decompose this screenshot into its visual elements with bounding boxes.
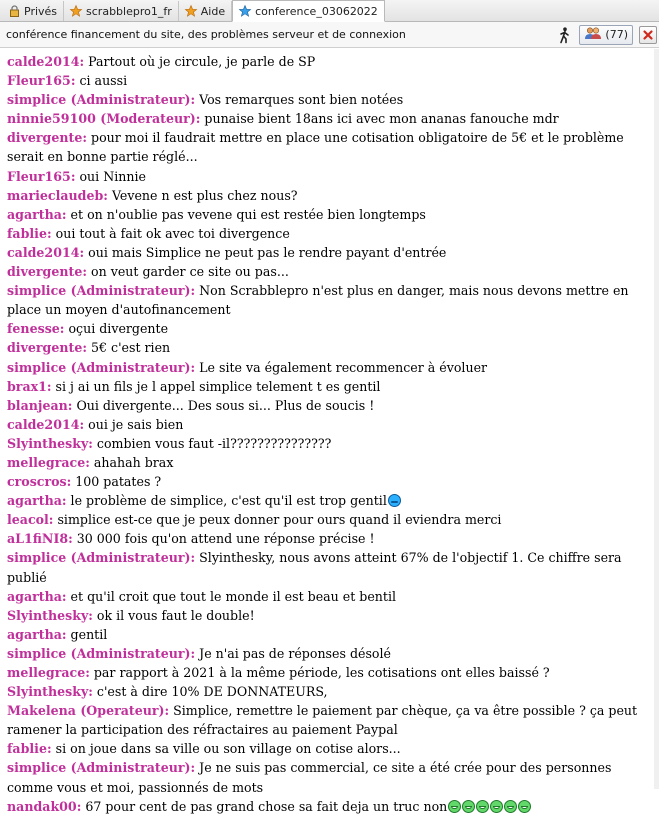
chat-message (7, 587, 650, 606)
message-author[interactable]: marieclaudeb: (7, 187, 108, 203)
message-author[interactable]: Fleur165: (7, 168, 76, 184)
message-author[interactable]: divergente: (7, 340, 88, 356)
tab-label: Privés (24, 4, 58, 18)
message-author[interactable]: agartha: (7, 206, 67, 222)
chat-message (7, 338, 650, 357)
tab-bar (0, 0, 659, 22)
message-text: et on n'oublie pas vevene qui est restée bien longtemps (66, 206, 426, 222)
message-author[interactable]: simplice (Administrateur): (7, 760, 196, 776)
message-text: Vos remarques sont bien notées (195, 92, 404, 108)
tab-label: conference_03062022 (255, 4, 378, 18)
message-author[interactable]: mellegrace: (7, 454, 90, 470)
chat-message (7, 281, 650, 319)
tab-label: Aide (200, 4, 226, 18)
message-author[interactable]: nandak00: (7, 798, 82, 814)
message-author[interactable]: brax1: (7, 378, 52, 394)
smiley-icon (388, 494, 401, 507)
chat-message (7, 186, 650, 205)
close-icon (643, 25, 653, 44)
tab-label: scrabblepro1_fr (86, 4, 172, 18)
chat-message (7, 625, 650, 644)
message-author[interactable]: croscros: (7, 474, 72, 490)
message-text: oui je sais bien (84, 416, 184, 432)
chat-message (7, 262, 650, 281)
message-author[interactable]: calde2014: (7, 244, 85, 260)
chat-message (7, 224, 650, 243)
chat-message (7, 758, 650, 796)
message-text: ci aussi (75, 73, 128, 89)
message-author[interactable]: simplice (Administrateur): (7, 550, 196, 566)
message-text: combien vous faut -il??????????????? (92, 435, 332, 451)
chat-message (7, 71, 650, 90)
message-text: 30 000 fois qu'on attend une réponse précise ! (72, 531, 375, 547)
message-text: 67 pour cent de pas grand chose sa fait deja un truc non (81, 798, 448, 814)
message-text: oçui divergente (64, 321, 169, 337)
chat-message (7, 377, 650, 396)
close-button[interactable] (639, 26, 657, 44)
message-text: Slyinthesky, nous avons atteint 67% de l'objectif 1. Ce chiffre sera publié (7, 550, 622, 585)
chat-message (7, 510, 650, 529)
scrollbar[interactable] (654, 49, 659, 789)
message-text: pour moi il faudrait mettre en place une cotisation obligatoire de 5€ et le problème serait en bonne partie réglé... (7, 130, 624, 165)
message-text: Vevene n est plus chez nous? (107, 187, 298, 203)
chat-message (7, 415, 650, 434)
message-author[interactable]: calde2014: (7, 54, 85, 69)
message-author[interactable]: divergente: (7, 264, 88, 280)
message-author[interactable]: agartha: (7, 626, 67, 642)
message-text: punaise bient 18ans ici avec mon ananas fanouche mdr (200, 111, 559, 127)
message-text: simplice est-ce que je peux donner pour ours quand il eviendra merci (53, 512, 502, 528)
chat-message (7, 644, 650, 663)
chat-message (7, 663, 650, 682)
smiley-icon (448, 800, 461, 813)
tab-conference[interactable] (232, 0, 385, 22)
message-text: Partout où je circule, je parle de SP (84, 54, 316, 69)
walking-person-icon[interactable] (555, 26, 573, 44)
message-author[interactable]: Slyinthesky: (7, 435, 93, 451)
pin-icon (239, 5, 251, 17)
message-author[interactable]: Fleur165: (7, 73, 76, 89)
chat-log (0, 49, 654, 814)
message-text: 100 patates ? (71, 474, 162, 490)
message-author[interactable]: Slyinthesky: (7, 607, 93, 623)
users-count: (77) (605, 28, 628, 41)
smiley-icon (504, 800, 517, 813)
message-author[interactable]: divergente: (7, 130, 88, 146)
message-text: c'est à dire 10% DE DONNATEURS, (92, 684, 328, 700)
message-author[interactable]: agartha: (7, 493, 67, 509)
tab-scrabblepro1[interactable] (64, 1, 179, 21)
message-author[interactable]: Makelena (Operateur): (7, 703, 170, 719)
smiley-icon (462, 800, 475, 813)
message-author[interactable]: fablie: (7, 741, 52, 757)
chat-message (7, 797, 650, 816)
message-text: oui tout à fait ok avec toi divergence (51, 225, 290, 241)
channel-topic: conférence financement du site, des problèmes serveur et de connexion (6, 28, 406, 41)
message-text: Simplice, remettre le paiement par chèque, ça va être possible ? ça peut ramener la participation des réfractaires au paiement Paypal (7, 703, 638, 738)
chat-message (7, 434, 650, 453)
tab-aide[interactable] (179, 1, 232, 21)
message-author[interactable]: leacol: (7, 512, 54, 528)
message-text: ahahah brax (89, 454, 174, 470)
chat-message (7, 739, 650, 758)
message-text: Je n'ai pas de réponses désolé (195, 645, 391, 661)
message-text: ok il vous faut le double! (92, 607, 255, 623)
message-author[interactable]: fablie: (7, 225, 52, 241)
chat-message (7, 128, 650, 166)
message-author[interactable]: Slyinthesky: (7, 684, 93, 700)
smiley-icon (518, 800, 531, 813)
message-author[interactable]: blanjean: (7, 397, 73, 413)
chat-message (7, 529, 650, 548)
message-author[interactable]: fenesse: (7, 321, 65, 337)
message-text: Je ne suis pas commercial, ce site a été crée pour des personnes comme vous et moi, passionnés de mots (7, 760, 612, 795)
message-text: oui Ninnie (75, 168, 146, 184)
message-text: Non Scrabblepro n'est plus en danger, mais nous devons mettre en place un moyen d'autofinancement (7, 283, 629, 318)
message-text: et qu'il croit que tout le monde il est beau et bentil (66, 588, 397, 604)
chat-message (7, 167, 650, 186)
chat-message (7, 358, 650, 377)
message-text: si on joue dans sa ville ou son village on cotise alors... (51, 741, 401, 757)
chat-message (7, 472, 650, 491)
star-icon (70, 5, 82, 17)
chat-message (7, 682, 650, 701)
message-text: gentil (66, 626, 108, 642)
users-list-button[interactable] (579, 25, 633, 45)
chat-message (7, 701, 650, 739)
chat-message (7, 453, 650, 472)
chat-message (7, 109, 650, 128)
message-author[interactable]: simplice (Administrateur): (7, 645, 196, 661)
chat-message (7, 548, 650, 586)
smiley-icon (476, 800, 489, 813)
users-icon (584, 27, 602, 43)
message-author[interactable]: agartha: (7, 588, 67, 604)
message-text: Le site va également recommencer à évoluer (195, 359, 488, 375)
message-author[interactable]: aL1fiNI8: (7, 531, 73, 547)
lock-icon (8, 5, 20, 17)
message-text: si j ai un fils je l appel simplice telement t es gentil (51, 378, 381, 394)
message-text: on veut garder ce site ou pas... (87, 264, 289, 280)
message-author[interactable]: simplice (Administrateur): (7, 92, 196, 108)
chat-message (7, 319, 650, 338)
chat-message (7, 491, 650, 510)
message-author[interactable]: simplice (Administrateur): (7, 359, 196, 375)
message-author[interactable]: calde2014: (7, 416, 85, 432)
message-text: le problème de simplice, c'est qu'il est trop gentil (66, 493, 387, 509)
message-text: par rapport à 2021 à la même période, les cotisations ont elles baissé ? (89, 665, 550, 680)
chat-message (7, 396, 650, 415)
topic-bar (0, 22, 659, 48)
chat-message (7, 205, 650, 224)
tab-prives[interactable] (2, 1, 64, 21)
smiley-icon (490, 800, 503, 813)
message-author[interactable]: mellegrace: (7, 665, 90, 680)
chat-message (7, 90, 650, 109)
message-text: 5€ c'est rien (87, 340, 171, 356)
message-text: oui mais Simplice ne peut pas le rendre payant d'entrée (84, 244, 447, 260)
message-author[interactable]: ninnie59100 (Moderateur): (7, 111, 201, 127)
message-text: Oui divergente... Des sous si... Plus de soucis ! (72, 397, 375, 413)
chat-message (7, 606, 650, 625)
chat-message (7, 52, 650, 71)
chat-message (7, 243, 650, 262)
message-author[interactable]: simplice (Administrateur): (7, 283, 196, 299)
star-icon (185, 5, 197, 17)
